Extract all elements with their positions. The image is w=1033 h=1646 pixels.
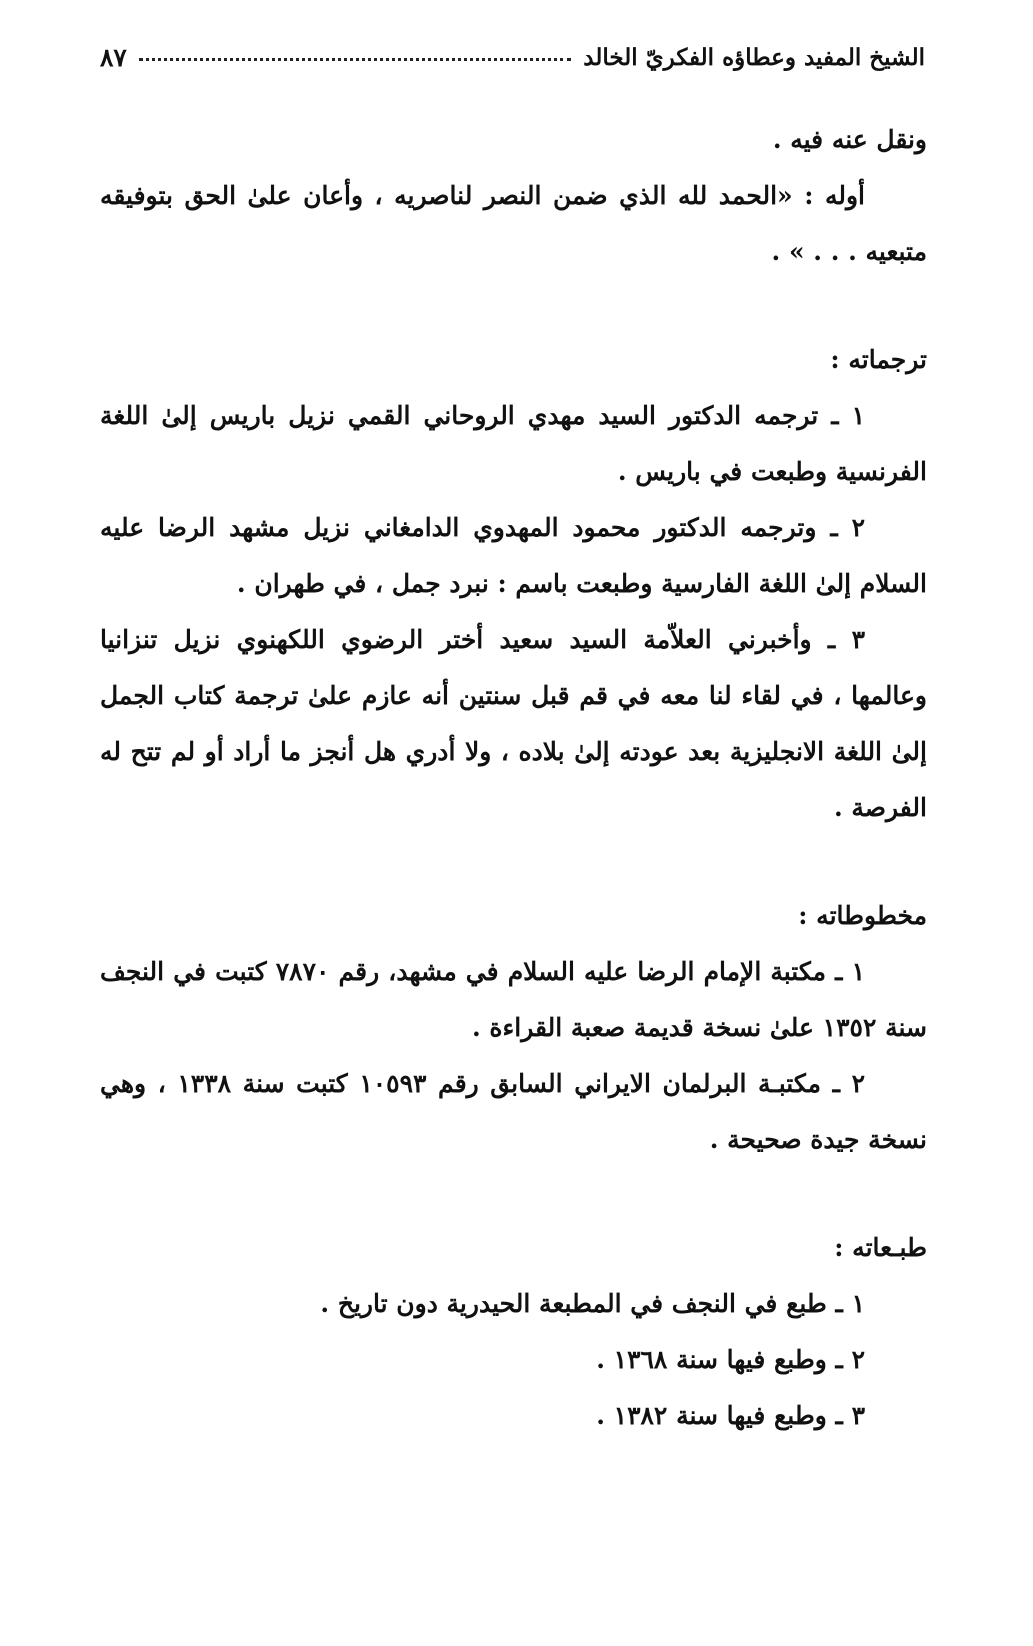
translation-item-2: ٢ ـ وترجمه الدكتور محمود المهدوي الدامغاني نزيل مشهد الرضا عليه السلام إلىٰ اللغة الفارسية وطبعت باسم : نبرد جمل ، في طهران . [100, 513, 927, 598]
running-title: الشيخ المفيد وعطاؤه الفكريّ الخالد [583, 43, 925, 71]
intro-line: ونقل عنه فيه . [772, 125, 927, 154]
opening-quote-paragraph: أوله : «الحمد لله الذي ضمن النصر لناصريه ، وأعان علىٰ الحق بتوفيقه متبعيه . . . » . [100, 181, 927, 266]
edition-item-2: ٢ ـ وطبع فيها سنة ١٣٦٨ . [596, 1345, 865, 1374]
manuscripts-heading: مخطوطاته : [798, 901, 927, 930]
edition-item-3: ٣ ـ وطبع فيها سنة ١٣٨٢ . [596, 1401, 865, 1430]
page-number: ٨٧ [100, 42, 127, 72]
edition-item-1: ١ ـ طبع في النجف في المطبعة الحيدرية دون تاريخ . [320, 1289, 865, 1318]
page-body [100, 112, 927, 1444]
translation-item-3: ٣ ـ وأخبرني العلاّمة السيد سعيد أختر الرضوي اللكهنوي نزيل تنزانيا وعالمها ، في لقاء لنا معه في قم قبل سنتين أنه عازم علىٰ ترجمة كتاب الجمل إلىٰ اللغة الانجليزية بعد عودته إلىٰ بلاده ، ولا أدري هل أنجز ما أراد أو لم تتح له الفرصة . [100, 625, 927, 822]
leader-dots [139, 48, 571, 61]
translations-heading: ترجماته : [830, 345, 927, 374]
editions-heading: طبـعاته : [834, 1233, 927, 1262]
manuscript-item-1: ١ ـ مكتبة الإمام الرضا عليه السلام في مشهد، رقم ٧٨٧٠ كتبت في النجف سنة ١٣٥٢ علىٰ نسخة قديمة صعبة القراءة . [100, 957, 927, 1042]
translation-item-1: ١ ـ ترجمه الدكتور السيد مهدي الروحاني القمي نزيل باريس إلىٰ اللغة الفرنسية وطبعت في باريس . [100, 401, 927, 486]
manuscript-item-2: ٢ ـ مكتبـة البرلمان الايراني السابق رقم ١٠٥٩٣ كتبت سنة ١٣٣٨ ، وهي نسخة جيدة صحيحة . [100, 1069, 927, 1154]
running-header [100, 40, 925, 74]
